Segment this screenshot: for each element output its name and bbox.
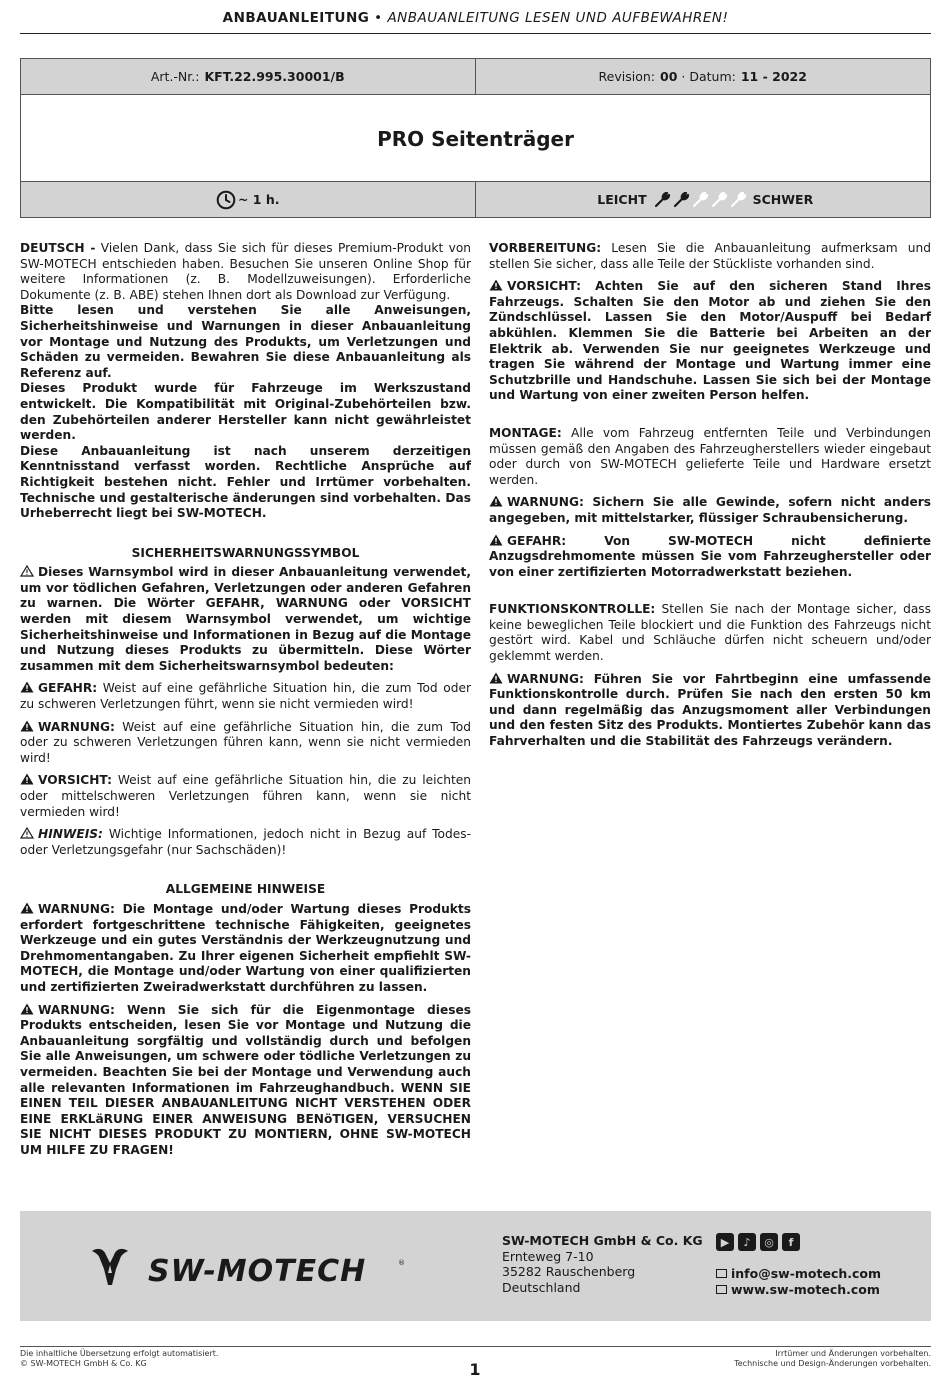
clock-icon: [216, 190, 236, 210]
warning-filled-icon: [20, 681, 34, 693]
page-number: 1: [465, 1360, 485, 1378]
contact-links: [716, 1266, 881, 1298]
assembly-warning: WARNUNG: Sichern Sie alle Gewinde, sofern nicht anders angegeben, mit mittelstarker, flüssiger Schraubensicherung.: [489, 495, 931, 525]
header-row-meta: [21, 59, 930, 95]
left-column: [20, 241, 471, 1158]
wrench-empty-icon: [729, 191, 747, 209]
tiktok-icon[interactable]: ♪: [738, 1233, 756, 1251]
browser-icon: [716, 1285, 727, 1294]
preparation-warning: VORSICHT: Achten Sie auf den sicheren Stand Ihres Fahrzeugs. Schalten Sie den Motor ab und ziehen Sie den Zündschlüssel. Lassen Sie den Motor/Auspuff bei Bedarf abkühlen. Klemmen Sie die Batterie bei Arbeiten an der Elektrik ab. Verwenden Sie nur geeignetes Werkzeuge und tragen Sie während der Montage und Wartung immer eine Schutzbrille und Handschuhe. Lassen Sie sich bei der Montage und Wartung von einer zweiten Person helfen.: [489, 279, 931, 403]
difficulty-rating: LEICHT SCHWER: [597, 192, 814, 207]
product-title: PRO Seitenträger: [377, 126, 574, 151]
general-warning-2: WARNUNG: Wenn Sie sich für die Eigenmontage dieses Produkts entscheiden, lesen Sie vor Montage und Nutzung die Anbauanleitung sorgfältig und vollständig durch und befolgen Sie alle Anweisungen, um schwere oder tödliche Verletzungen zu vermeiden. Beachten Sie bei der Montage und Verwendung auch alle relevanten Informationen im Fahrzeughandbuch. WENN SIE EINEN TEIL DIESER ANBAUANLEITUNG NICHT VERSTEHEN ODER EINE ERKLäRUNG EINER ANWEISUNG BENöTIGEN, VERSUCHEN SIE NICHT DIESES PRODUKT ZU MONTIERN, OHNE SW-MOTECH UM HILFE ZU FRAGEN!: [20, 1002, 471, 1157]
mail-icon: [716, 1269, 727, 1278]
warning-filled-icon: [489, 534, 503, 546]
intro-bold-2: Dieses Produkt wurde für Fahrzeuge im Werkszustand entwickelt. Die Kompatibilität mit Original-Zubehörteilen bzw. den Zubehörteilen anderer Hersteller kann nicht gewährleistet werden.: [20, 381, 471, 443]
warning-filled-icon: [489, 279, 503, 291]
preparation-paragraph: VORBEREITUNG: Lesen Sie die Anbauanleitung aufmerksam und stellen Sie sicher, dass alle Teile der Stückliste vorhanden sind.: [489, 241, 931, 271]
revision-date: Revision: 00 · Datum: 11 - 2022: [598, 69, 807, 84]
email-link[interactable]: info@sw-motech.com: [716, 1266, 881, 1282]
company-address: SW-MOTECH GmbH & Co. KG Ernteweg 7-10 35282 Rauschenberg Deutschland: [502, 1233, 703, 1295]
warning-filled-icon: [20, 720, 34, 732]
facebook-icon[interactable]: f: [782, 1233, 800, 1251]
right-column: [489, 241, 931, 750]
footer-box: [20, 1211, 931, 1321]
wrench-empty-icon: [691, 191, 709, 209]
instagram-icon[interactable]: ◎: [760, 1233, 778, 1251]
warning-filled-icon: [20, 1003, 34, 1015]
article-number: Art.-Nr.: KFT.22.995.30001/B: [21, 59, 476, 94]
vorsicht-definition: VORSICHT: Weist auf eine gefährliche Situation hin, die zu leichten oder mittelschweren Verletzungen führen kann, wenn sie nicht vermieden wird!: [20, 773, 471, 819]
warning-filled-icon: [489, 495, 503, 507]
intro-bold-3: Diese Anbauanleitung ist nach unserem derzeitigen Kenntnisstand verfasst worden. Rechtliche Ansprüche auf Richtigkeit bestehen nicht. Fehler und Irrtümer vorbehalten. Technische und gestalterische änderungen sind vorbehalten. Das Urheberrecht liegt bei SW-MOTECH.: [20, 443, 471, 521]
warnung-definition: WARNUNG: Weist auf eine gefährliche Situation hin, die zum Tod oder zu schweren Verletzungen führen kann, wenn sie nicht vermieden wird!: [20, 719, 471, 765]
intro-paragraph: DEUTSCH - Vielen Dank, dass Sie sich für dieses Premium-Produkt von SW-MOTECH entschieden haben. Besuchen Sie unseren Online Shop für weitere Informationen (z. B. Modellzuweisungen). Erforderliche Dokumente (z. B. ABE) stehen Ihnen dort als Download zur Verfügung.: [20, 241, 471, 302]
svg-text:SW-MOTECH: SW-MOTECH: [148, 1254, 367, 1289]
sw-motech-logo: [90, 1243, 410, 1293]
doc-title: ANBAUANLEITUNG: [222, 10, 370, 26]
assembly-danger: GEFAHR: Von SW-MOTECH nicht definierte Anzugsdrehmomente müssen Sie vom Fahrzeughersteller oder von einer zertifizierten Motorradwerkstatt beziehen.: [489, 533, 931, 579]
warning-filled-icon: [20, 902, 34, 914]
bottom-right-note: Irrtümer und Änderungen vorbehalten. Technische und Design-Änderungen vorbehalten.: [734, 1349, 931, 1368]
bottom-left-note: Die inhaltliche Übersetzung erfolgt automatisiert. © SW-MOTECH GmbH & Co. KG: [20, 1349, 219, 1368]
warning-filled-icon: [489, 672, 503, 684]
svg-text:®: ®: [398, 1259, 405, 1267]
doc-subtitle: ANBAUANLEITUNG LESEN UND AUFBEWAHREN!: [387, 10, 729, 26]
wrench-filled-icon: [672, 191, 690, 209]
youtube-icon[interactable]: ▶: [716, 1233, 734, 1251]
header-row-effort: [21, 181, 930, 217]
difficulty-wrenches: [653, 191, 747, 209]
hinweis-definition: HINWEIS: Wichtige Informationen, jedoch nicht in Bezug auf Todes- oder Verletzungsgefahr (nur Sachschäden)!: [20, 827, 471, 857]
symbol-explanation: Dieses Warnsymbol wird in dieser Anbauanleitung verwendet, um vor tödlichen Gefahren, Verletzungen oder anderen Gefahren zu warnen. Die Wörter GEFAHR, WARNUNG oder VORSICHT werden mit diesem Warnsymbol verwendet, um wichtige Sicherheitshinweise und Informationen in Bezug auf die Montage und Nutzung dieses Produkts zu übermitteln. Diese Wörter zusammen mit dem Sicherheitswarnsymbol bedeuten:: [20, 565, 471, 673]
warning-filled-icon: [20, 773, 34, 785]
warning-outline-icon: [20, 827, 34, 839]
social-icons: [716, 1233, 800, 1251]
header-table: [20, 58, 931, 218]
wrench-filled-icon: [653, 191, 671, 209]
bottom-divider: [20, 1346, 931, 1347]
general-warning-1: WARNUNG: Die Montage und/oder Wartung dieses Produkts erfordert fortgeschrittene technische Fähigkeiten, geeignetes Werkzeuge und ein gutes Verständnis der Werkzeugnutzung und Drehmomentangaben. Zu Ihrer eigenen Sicherheit empfiehlt SW-MOTECH, die Montage und/oder Wartung von einer qualifizierten und zertifizierten Zweiradwerkstatt durchführen zu lassen.: [20, 901, 471, 994]
gefahr-definition: GEFAHR: Weist auf eine gefährliche Situation hin, die zum Tod oder zu schweren Verletzungen führt, wenn sie nicht vermieden wird!: [20, 681, 471, 712]
assembly-paragraph: MONTAGE: Alle vom Fahrzeug entfernten Teile und Verbindungen müssen gemäß den Angaben des Fahrzeugherstellers wieder eingebaut oder durch von SW-MOTECH gelieferte Teile und Hardware ersetzt werden.: [489, 425, 931, 487]
function-check-warning: WARNUNG: Führen Sie vor Fahrtbeginn eine umfassende Funktionskontrolle durch. Prüfen Sie nach den ersten 50 km und dann regelmäßig das Anzugsmoment aller Verbindungen und den festen Sitz des Produkts. Montiertes Zubehör kann das Fahrverhalten und die Stabilität des Fahrzeugs verändern.: [489, 671, 931, 749]
time-estimate: ~ 1 h.: [21, 182, 476, 217]
section-title-general: ALLGEMEINE HINWEISE: [165, 882, 326, 897]
web-link[interactable]: www.sw-motech.com: [716, 1282, 881, 1298]
top-title-bar: ANBAUANLEITUNG • ANBAUANLEITUNG LESEN UND AUFBEWAHREN!: [20, 10, 931, 34]
intro-bold-1: Bitte lesen und verstehen Sie alle Anweisungen, Sicherheitshinweise und Warnungen in dieser Anbauanleitung vor Montage und Nutzung des Produkts, um Verletzungen und Schäden zu vermeiden. Bewahren Sie diese Anbauanleitung als Referenz auf.: [20, 303, 471, 380]
section-title-symbol: SICHERHEITSWARNUNGSSYMBOL: [131, 545, 360, 560]
warning-outline-icon: [20, 565, 34, 577]
wrench-empty-icon: [710, 191, 728, 209]
function-check-paragraph: FUNKTIONSKONTROLLE: Stellen Sie nach der Montage sicher, dass keine beweglichen Teile blockiert und die Funktion des Fahrzeugs nicht gestört wird. Kabel und Schläuche dürfen nicht scheuern und/oder geklemmt werden.: [489, 602, 931, 664]
